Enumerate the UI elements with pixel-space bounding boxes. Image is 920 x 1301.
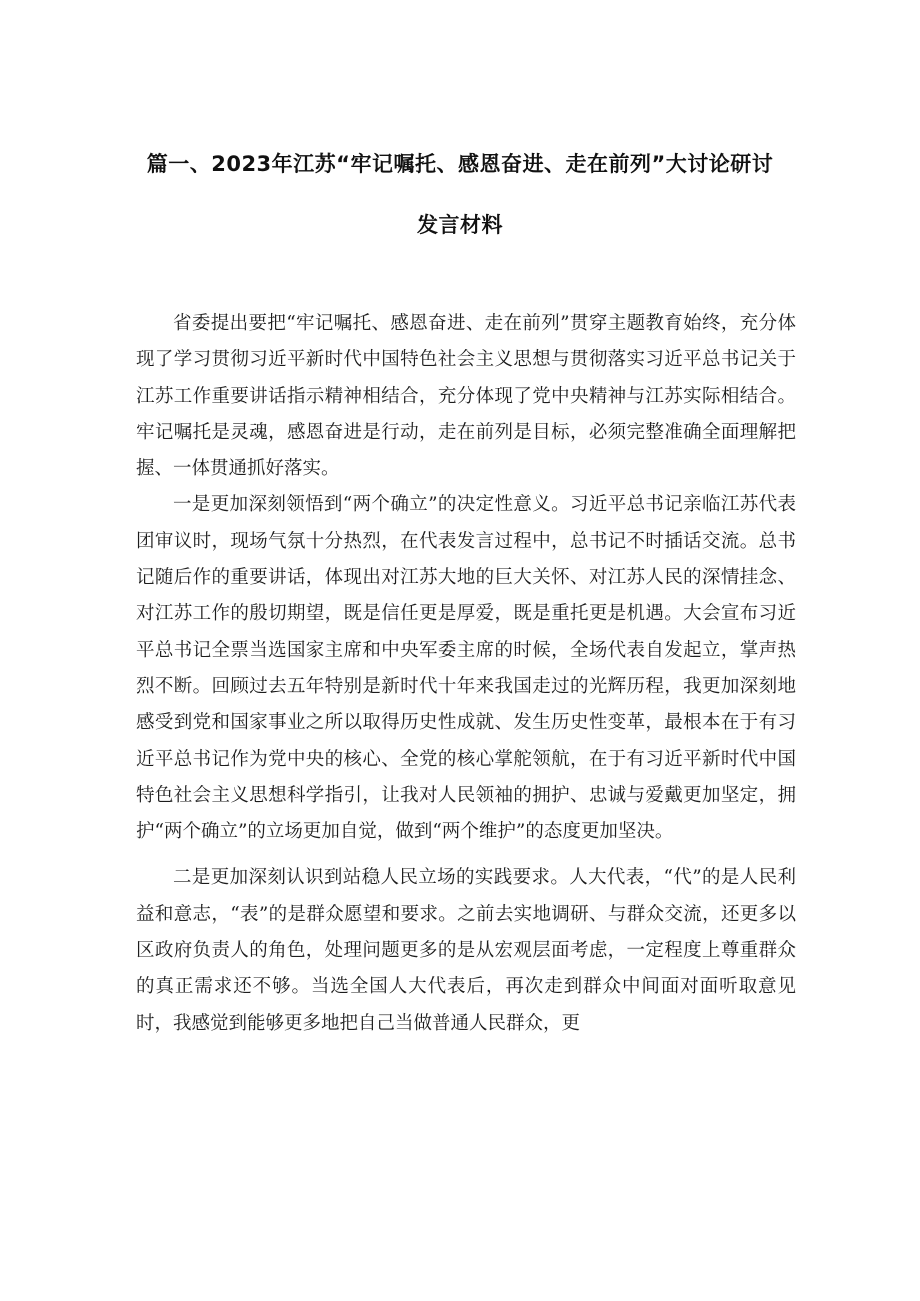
document-body [136, 306, 796, 1042]
document-title-line-2: 发言材料 [417, 213, 503, 237]
paragraph-point-two: 二是更加深刻认识到站稳人民立场的实践要求。人大代表，“代”的是人民利益和意志，“表”的是群众愿望和要求。之前去实地调研、与群众交流，还更多以区政府负责人的角色，处理问题更多的是从宏观层面考虑，一定程度上尊重群众的真正需求还不够。当选全国人大代表后，再次走到群众中间面对面听取意见时，我感觉到能够更多地把自己当做普通人民群众，更 [136, 867, 796, 1034]
paragraph-point-one: 一是更加深刻领悟到“两个确立”的决定性意义。习近平总书记亲临江苏代表团审议时，现场气氛十分热烈，在代表发言过程中，总书记不时插话交流。总书记随后作的重要讲话，体现出对江苏大地的巨大关怀、对江苏人民的深情挂念、对江苏工作的殷切期望，既是信任更是厚爱，既是重托更是机遇。大会宣布习近平总书记全票当选国家主席和中央军委主席的时候，全场代表自发起立，掌声热烈不断。回顾过去五年特别是新时代十年来我国走过的光辉历程，我更加深刻地感受到党和国家事业之所以取得历史性成就、发生历史性变革，最根本在于有习近平总书记作为党中央的核心、全党的核心掌舵领航，在于有习近平新时代中国特色社会主义思想科学指引，让我对人民领袖的拥护、忠诚与爱戴更加坚定，拥护“两个确立”的立场更加自觉，做到“两个维护”的态度更加坚决。 [136, 494, 796, 843]
paragraph-intro: 省委提出要把“牢记嘱托、感恩奋进、走在前列”贯穿主题教育始终，充分体现了学习贯彻习近平新时代中国特色社会主义思想与贯彻落实习近平总书记关于江苏工作重要讲话指示精神相结合，充分体现了党中央精神与江苏实际相结合。牢记嘱托是灵魂，感恩奋进是行动，走在前列是目标，必须完整准确全面理解把握、一体贯通抓好落实。 [136, 313, 796, 480]
document-title-line-1: 篇一、2023年江苏“牢记嘱托、感恩奋进、走在前列”大讨论研讨 [146, 152, 774, 176]
